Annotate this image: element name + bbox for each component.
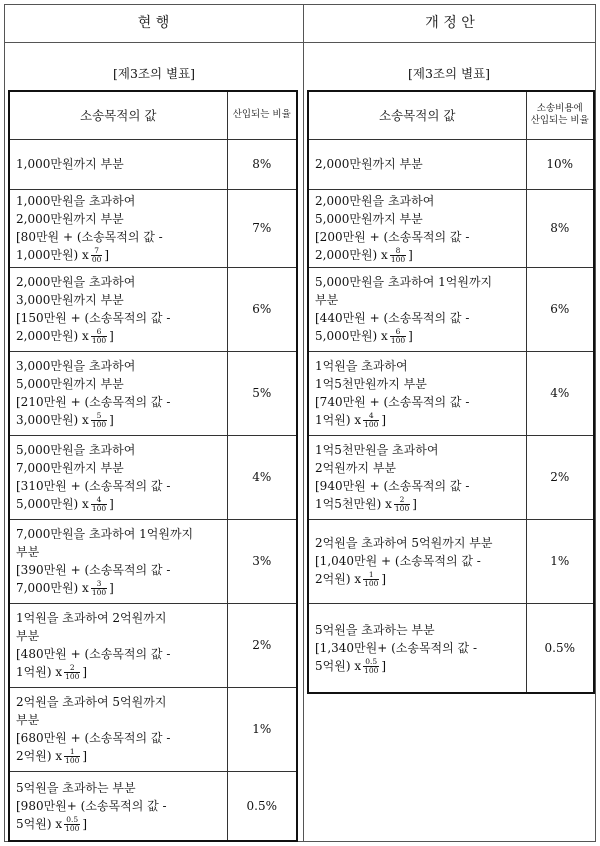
fraction-numerator: 5	[96, 411, 102, 420]
amount-line: 2,000만원을 초과하여	[16, 275, 136, 289]
amount-cell	[9, 603, 227, 687]
fraction-numerator: 4	[368, 411, 374, 420]
amount-line: 2억원까지 부분	[315, 461, 397, 475]
amount-cell	[9, 139, 227, 189]
amount-cell	[308, 139, 526, 189]
rate-cell: 8%	[526, 189, 594, 267]
amount-line: 1,000만원을 초과하여	[16, 194, 136, 208]
fraction	[91, 412, 107, 429]
formula-prefix: 2억원) x	[16, 749, 63, 763]
fraction-numerator: 3	[96, 579, 102, 588]
formula-prefix: 1,000만원) x	[16, 248, 89, 262]
amount-line: 3,000만원을 초과하여	[16, 359, 136, 373]
formula-line	[315, 570, 520, 588]
amount-line: 2,000만원을 초과하여	[315, 194, 435, 208]
formula-line	[16, 246, 221, 264]
amount-line: [980만원+ (소송목적의 값 -	[16, 798, 167, 813]
rate-cell: 8%	[227, 139, 297, 189]
fraction	[64, 816, 80, 833]
amount-cell	[308, 603, 526, 693]
amount-line: [150만원 + (소송목적의 값 -	[16, 311, 171, 325]
column-divider	[303, 4, 304, 842]
formula-prefix: 5억원) x	[315, 658, 362, 673]
fraction-denominator: 100	[364, 665, 379, 675]
rate-cell: 4%	[526, 351, 594, 435]
fraction-denominator: 100	[91, 504, 107, 513]
amount-line: 5,000만원까지 부분	[16, 377, 124, 391]
formula-line	[315, 495, 520, 513]
amount-line: 5,000만원을 초과하여	[16, 443, 136, 457]
formula-prefix: 2,000만원) x	[16, 329, 89, 343]
amount-line: 1억5천만원을 초과하여	[315, 443, 439, 457]
fraction-denominator: 100	[394, 504, 410, 513]
table-row	[9, 519, 297, 603]
amount-line: 7,000만원을 초과하여 1억원까지	[16, 527, 194, 541]
amount-line: 3,000만원까지 부분	[16, 293, 124, 307]
header-amount: 소송목적의 값	[308, 91, 526, 139]
fraction	[91, 247, 103, 264]
formula-prefix: 5,000만원) x	[315, 329, 388, 343]
amount-cell	[308, 189, 526, 267]
table-row	[9, 435, 297, 519]
amount-line: 5억원을 초과하는 부분	[16, 780, 136, 795]
fraction	[363, 412, 379, 429]
amount-cell	[9, 435, 227, 519]
amount-cell	[9, 351, 227, 435]
table-row	[9, 603, 297, 687]
table-header-row	[308, 91, 594, 139]
rate-cell: 7%	[227, 189, 297, 267]
formula-prefix: 1억원) x	[16, 665, 63, 679]
fraction-numerator: 4	[96, 495, 102, 504]
amount-line: 5억원을 초과하는 부분	[315, 622, 435, 637]
amount-line: 2,000만원까지 부분	[315, 157, 423, 171]
table-row	[9, 189, 297, 267]
amount-line: [210만원 + (소송목적의 값 -	[16, 395, 171, 409]
amount-line: 7,000만원까지 부분	[16, 461, 124, 475]
amount-line: 부분	[16, 545, 40, 559]
amount-line: 2,000만원까지 부분	[16, 212, 124, 226]
table-header-row	[9, 91, 297, 139]
header-rate-line2: 산입되는 비율	[530, 115, 589, 127]
formula-prefix: 5,000만원) x	[16, 497, 89, 511]
formula-suffix: ]	[109, 413, 114, 427]
fraction	[390, 328, 406, 345]
table-row	[9, 139, 297, 189]
fraction-numerator: 7	[94, 246, 99, 255]
rate-cell: 0.5%	[227, 771, 297, 841]
rate-cell: 3%	[227, 519, 297, 603]
fraction-numerator: 6	[96, 327, 102, 336]
current-column-heading: 현 행	[137, 15, 170, 31]
fraction-numerator: 1	[69, 747, 75, 756]
amount-line: 1억원을 초과하여 2억원까지	[16, 611, 167, 625]
formula-suffix: ]	[104, 248, 110, 262]
table-row	[9, 351, 297, 435]
fraction-denominator: 100	[65, 672, 80, 681]
amount-line: 5,000만원을 초과하여 1억원까지	[315, 275, 493, 289]
amount-line: 1,000만원까지 부분	[16, 157, 124, 171]
table-row	[308, 603, 594, 693]
fraction-numerator: 2	[69, 663, 75, 672]
header-amount: 소송목적의 값	[9, 91, 227, 139]
fraction-denominator: 100	[65, 823, 80, 833]
table-row	[308, 267, 594, 351]
fraction-denominator: 100	[390, 336, 406, 345]
formula-line	[16, 747, 221, 765]
amount-line: 부분	[16, 713, 40, 727]
formula-suffix: ]	[412, 497, 417, 511]
table-row	[308, 519, 594, 603]
formula-prefix: 2,000만원) x	[315, 248, 388, 262]
fraction-denominator: 100	[364, 420, 379, 429]
table-row	[9, 687, 297, 771]
fraction-denominator: 100	[91, 336, 107, 345]
amount-line: [440만원 + (소송목적의 값 -	[315, 311, 470, 325]
formula-line	[16, 495, 221, 513]
fraction	[91, 496, 107, 513]
formula-line	[315, 411, 520, 429]
fraction-denominator: 100	[65, 756, 80, 765]
formula-suffix: ]	[109, 581, 114, 595]
rate-cell: 4%	[227, 435, 297, 519]
amount-line: 2억원을 초과하여 5억원까지	[16, 695, 167, 709]
table-row	[308, 189, 594, 267]
amount-line: 1억5천만원까지 부분	[315, 377, 427, 391]
amount-line: [480만원 + (소송목적의 값 -	[16, 647, 171, 661]
table-row	[9, 267, 297, 351]
proposed-fee-table	[307, 90, 595, 694]
fraction	[64, 664, 80, 681]
header-divider	[4, 42, 596, 43]
fraction-denominator: 100	[364, 579, 379, 588]
fraction-numerator: 8	[395, 246, 401, 255]
fraction-numerator: 6	[395, 327, 401, 336]
rate-cell: 0.5%	[526, 603, 594, 693]
amount-line: 1억원을 초과하여	[315, 359, 408, 373]
formula-line	[16, 327, 221, 345]
fraction	[91, 580, 107, 597]
formula-prefix: 7,000만원) x	[16, 581, 89, 595]
rate-cell: 2%	[526, 435, 594, 519]
fraction-numerator: 1	[368, 570, 374, 579]
formula-line	[315, 657, 520, 675]
amount-cell	[308, 267, 526, 351]
formula-prefix: 5억원) x	[16, 816, 63, 831]
amount-line: [740만원 + (소송목적의 값 -	[315, 395, 470, 409]
amount-line: [390만원 + (소송목적의 값 -	[16, 563, 171, 577]
formula-line	[315, 327, 520, 345]
amount-line: [80만원 + (소송목적의 값 -	[16, 230, 163, 244]
rate-cell: 10%	[526, 139, 594, 189]
formula-suffix: ]	[82, 816, 88, 831]
rate-cell: 1%	[227, 687, 297, 771]
amount-cell	[308, 351, 526, 435]
amount-cell	[9, 687, 227, 771]
current-table-caption: [제3조의 별표]	[113, 66, 196, 81]
fraction-numerator: 0.5	[66, 814, 79, 824]
formula-line	[16, 815, 221, 833]
formula-suffix: ]	[82, 665, 88, 679]
amount-cell	[9, 771, 227, 841]
fraction-denominator: 100	[390, 255, 406, 264]
amount-line: [200만원 + (소송목적의 값 -	[315, 230, 470, 244]
formula-line	[315, 246, 520, 264]
amount-line: 2억원을 초과하여 5억원까지 부분	[315, 536, 493, 550]
amount-cell	[308, 435, 526, 519]
formula-prefix: 1억5천만원) x	[315, 497, 392, 511]
table-row	[308, 435, 594, 519]
table-row	[9, 771, 297, 841]
formula-line	[16, 579, 221, 597]
fraction-denominator: 100	[91, 420, 107, 429]
fraction	[64, 748, 80, 765]
amount-cell	[9, 519, 227, 603]
amount-line: [1,040만원 + (소송목적의 값 -	[315, 554, 481, 568]
rate-cell: 6%	[526, 267, 594, 351]
formula-suffix: ]	[381, 572, 387, 586]
header-rate-line1: 소송비용에	[536, 103, 583, 115]
table-row	[308, 351, 594, 435]
fraction	[363, 571, 379, 588]
formula-suffix: ]	[381, 658, 387, 673]
proposed-column-heading: 개 정 안	[425, 15, 475, 31]
formula-suffix: ]	[381, 413, 387, 427]
header-rate	[526, 91, 594, 139]
formula-prefix: 2억원) x	[315, 572, 362, 586]
rate-cell: 1%	[526, 519, 594, 603]
rate-cell: 6%	[227, 267, 297, 351]
header-rate: 산입되는 비율	[227, 91, 297, 139]
formula-suffix: ]	[109, 497, 114, 511]
formula-suffix: ]	[408, 248, 413, 262]
fraction	[91, 328, 107, 345]
formula-prefix: 1억원) x	[315, 413, 362, 427]
amount-line: 부분	[315, 293, 339, 307]
rate-cell: 5%	[227, 351, 297, 435]
formula-line	[16, 411, 221, 429]
amount-line: 부분	[16, 629, 40, 643]
amount-line: [940만원 + (소송목적의 값 -	[315, 479, 470, 493]
rate-cell: 2%	[227, 603, 297, 687]
current-fee-table	[8, 90, 298, 842]
fraction	[390, 247, 406, 264]
fraction-numerator: 2	[399, 495, 405, 504]
formula-suffix: ]	[109, 329, 114, 343]
fraction	[363, 658, 379, 675]
formula-prefix: 3,000만원) x	[16, 413, 89, 427]
amount-line: [680만원 + (소송목적의 값 -	[16, 731, 171, 745]
proposed-table-caption: [제3조의 별표]	[408, 66, 491, 81]
amount-line: [310만원 + (소송목적의 값 -	[16, 479, 171, 493]
fraction-denominator: 00	[91, 255, 102, 264]
amount-cell	[308, 519, 526, 603]
amount-cell	[9, 267, 227, 351]
fraction-denominator: 100	[91, 588, 107, 597]
amount-line: [1,340만원+ (소송목적의 값 -	[315, 640, 478, 655]
amount-line: 5,000만원까지 부분	[315, 212, 423, 226]
formula-suffix: ]	[408, 329, 413, 343]
amount-cell	[9, 189, 227, 267]
fraction	[394, 496, 410, 513]
table-row	[308, 139, 594, 189]
formula-suffix: ]	[82, 749, 88, 763]
formula-line	[16, 663, 221, 681]
fraction-numerator: 0.5	[365, 656, 378, 666]
